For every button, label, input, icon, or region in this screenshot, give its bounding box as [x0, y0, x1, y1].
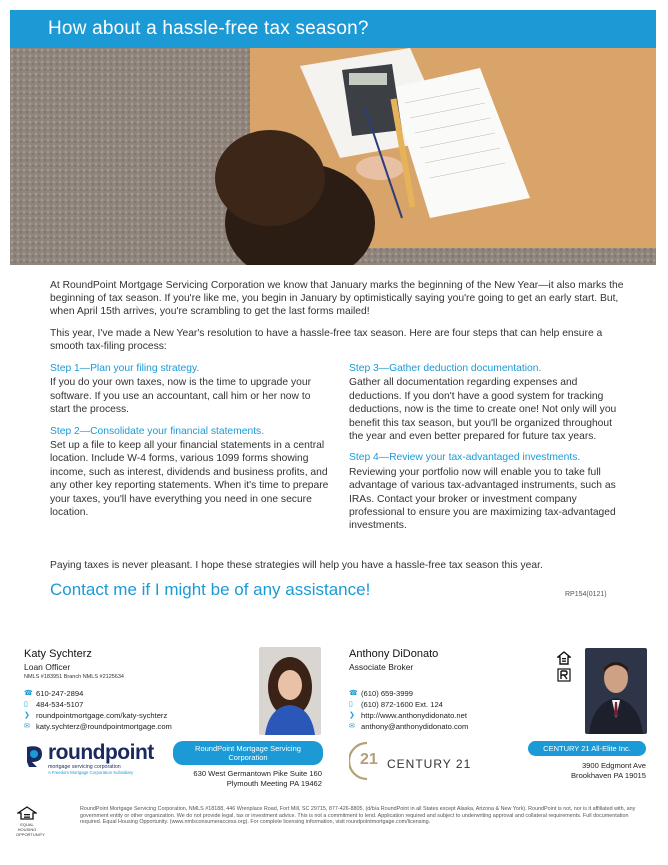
chevron-right-icon: ❯: [24, 712, 30, 719]
step-4-body: Reviewing your portfolio now will enable you to take full advantage of various tax-advantaged instruments, such as IRAs. Contact your broker or investment company professional to ensure you are maximizing tax-advantaged investments.: [349, 466, 616, 532]
agent2-email[interactable]: ✉ anthony@anthonydidonato.com: [349, 722, 469, 731]
agent2-website[interactable]: ❯ http://www.anthonydidonato.net: [349, 711, 467, 720]
document-code: RP154(0121): [565, 591, 607, 598]
intro-paragraph-1: At RoundPoint Mortgage Servicing Corporation we know that January marks the beginning of the New Year—it also marks the beginning of tax season. If you're like me, you begin in January by optimistically saying you're going to get an early start. But, when April 15th arrives, you're scrambling to get the last forms mailed!: [50, 280, 624, 318]
agent2-company-badge: CENTURY 21 All-Elite Inc.: [528, 741, 646, 756]
step-1-heading: Step 1—Plan your filing strategy.: [50, 363, 200, 374]
agent2-name: Anthony DiDonato: [349, 648, 439, 660]
realtor-icon: [557, 668, 571, 682]
roundpoint-logo: roundpoint mortgage servicing corporation A Freedom Mortgage Corporation Subsidiary: [24, 742, 174, 776]
intro-paragraph-2: This year, I've made a New Year's resolution to have a hassle-free tax season. Here are four steps that can help ensure a smooth tax-filing process:: [50, 327, 603, 352]
agent2-address: 3900 Edgmont Ave Brookhaven PA 19015: [570, 761, 646, 780]
email-icon: ✉: [24, 723, 30, 730]
mobile-icon: ▯: [24, 701, 28, 708]
roundpoint-mark-icon: [24, 744, 46, 768]
step-2-heading: Step 2—Consolidate your financial statements.: [50, 425, 265, 437]
agent2-contact-list: [349, 688, 468, 732]
step-1-body: If you do your own taxes, now is the time to upgrade your software. If you use an accountant, call him or her now to start the process.: [50, 377, 311, 416]
legal-footer: RoundPoint Mortgage Servicing Corporation, NMLS #18188, 446 Wrenplace Road, Fort Mill, SC 29715, 877-426-8805, (d/b/a RoundPoint in all States except Alaska, Arizona & New York). RoundPoint is not, nor is it affiliated with, any government entity or other organization. We do not provide legal, tax or investment advice. This is not a commitment to lend. Application required and subject to underwriting approval and collateral requirements. Full documentation required. Equal Housing Opportunity. (www.nmlsconsumeraccess.org). For complete licensing information, visit roundpointmortgage.com/licensing.: [80, 806, 636, 826]
mobile-icon: ▯: [349, 701, 353, 708]
chevron-right-icon: ❯: [349, 712, 355, 719]
step-4-heading: Step 4—Review your tax-advantaged investments.: [349, 452, 581, 464]
agent1-contact-list: [24, 688, 172, 732]
agent2-mobile[interactable]: ▯ (610) 872-1600 Ext. 124: [349, 700, 443, 709]
step-3-body: Gather all documentation regarding expenses and deductions. If you don't have a good system for tracking deductions, now is the time to create one! Not only will you benefit this tax season, but you'll be organized throughout the year and even better prepared for future tax years.: [349, 377, 617, 443]
step-2-body: Set up a file to keep all your financial statements in a central location. Include W-4 forms, various 1099 forms showing income, such as interest, dividends and business profits, and any other key reporting statements. When it's time to prepare your taxes, you'll have everything you need in one secure location.: [50, 440, 329, 519]
steps-left-column: [50, 362, 330, 527]
century21-logo: 21 CENTURY 21: [349, 741, 385, 786]
closing-text: Paying taxes is never pleasant. I hope these strategies will help you have a hassle-free tax season this year.: [50, 560, 543, 571]
agent2-headshot: [585, 648, 647, 734]
agent1-website[interactable]: ❯ roundpointmortgage.com/katy-sychterz: [24, 711, 168, 720]
steps-right-column: [349, 362, 627, 541]
agent1-address: 630 West Germantown Pike Suite 160 Plymouth Meeting PA 19462: [193, 769, 322, 788]
page-banner: How about a hassle-free tax season?: [10, 10, 656, 48]
agent1-headshot: [259, 647, 321, 735]
agent1-company-badge: RoundPoint Mortgage Servicing Corporation: [173, 741, 323, 765]
phone-icon: ☎: [24, 690, 33, 697]
intro-text: [50, 279, 625, 361]
phone-icon: ☎: [349, 690, 358, 697]
agent2-title: Associate Broker: [349, 662, 414, 672]
step-3-heading: Step 3—Gather deduction documentation.: [349, 363, 542, 374]
agent1-name: Katy Sychterz: [24, 648, 92, 660]
hero-photo: [10, 48, 656, 265]
agent1-email[interactable]: ✉ katy.sychterz@roundpointmortgage.com: [24, 722, 172, 731]
agent1-title: Loan Officer: [24, 662, 71, 672]
contact-cta: Contact me if I might be of any assistance!: [50, 580, 371, 599]
equal-housing-logo-icon: [17, 806, 37, 820]
equal-housing-icon: [557, 651, 571, 665]
agent2-phone[interactable]: ☎ (610) 659-3999: [349, 689, 413, 698]
equal-housing-label: EQUAL HOUSING OPPORTUNITY: [16, 822, 45, 837]
agent1-phone[interactable]: ☎ 610-247-2894: [24, 689, 84, 698]
agent1-nmls: NMLS #183951 Branch NMLS #2125634: [24, 674, 124, 680]
email-icon: ✉: [349, 723, 355, 730]
agent1-mobile[interactable]: ▯ 484-534-5107: [24, 700, 84, 709]
